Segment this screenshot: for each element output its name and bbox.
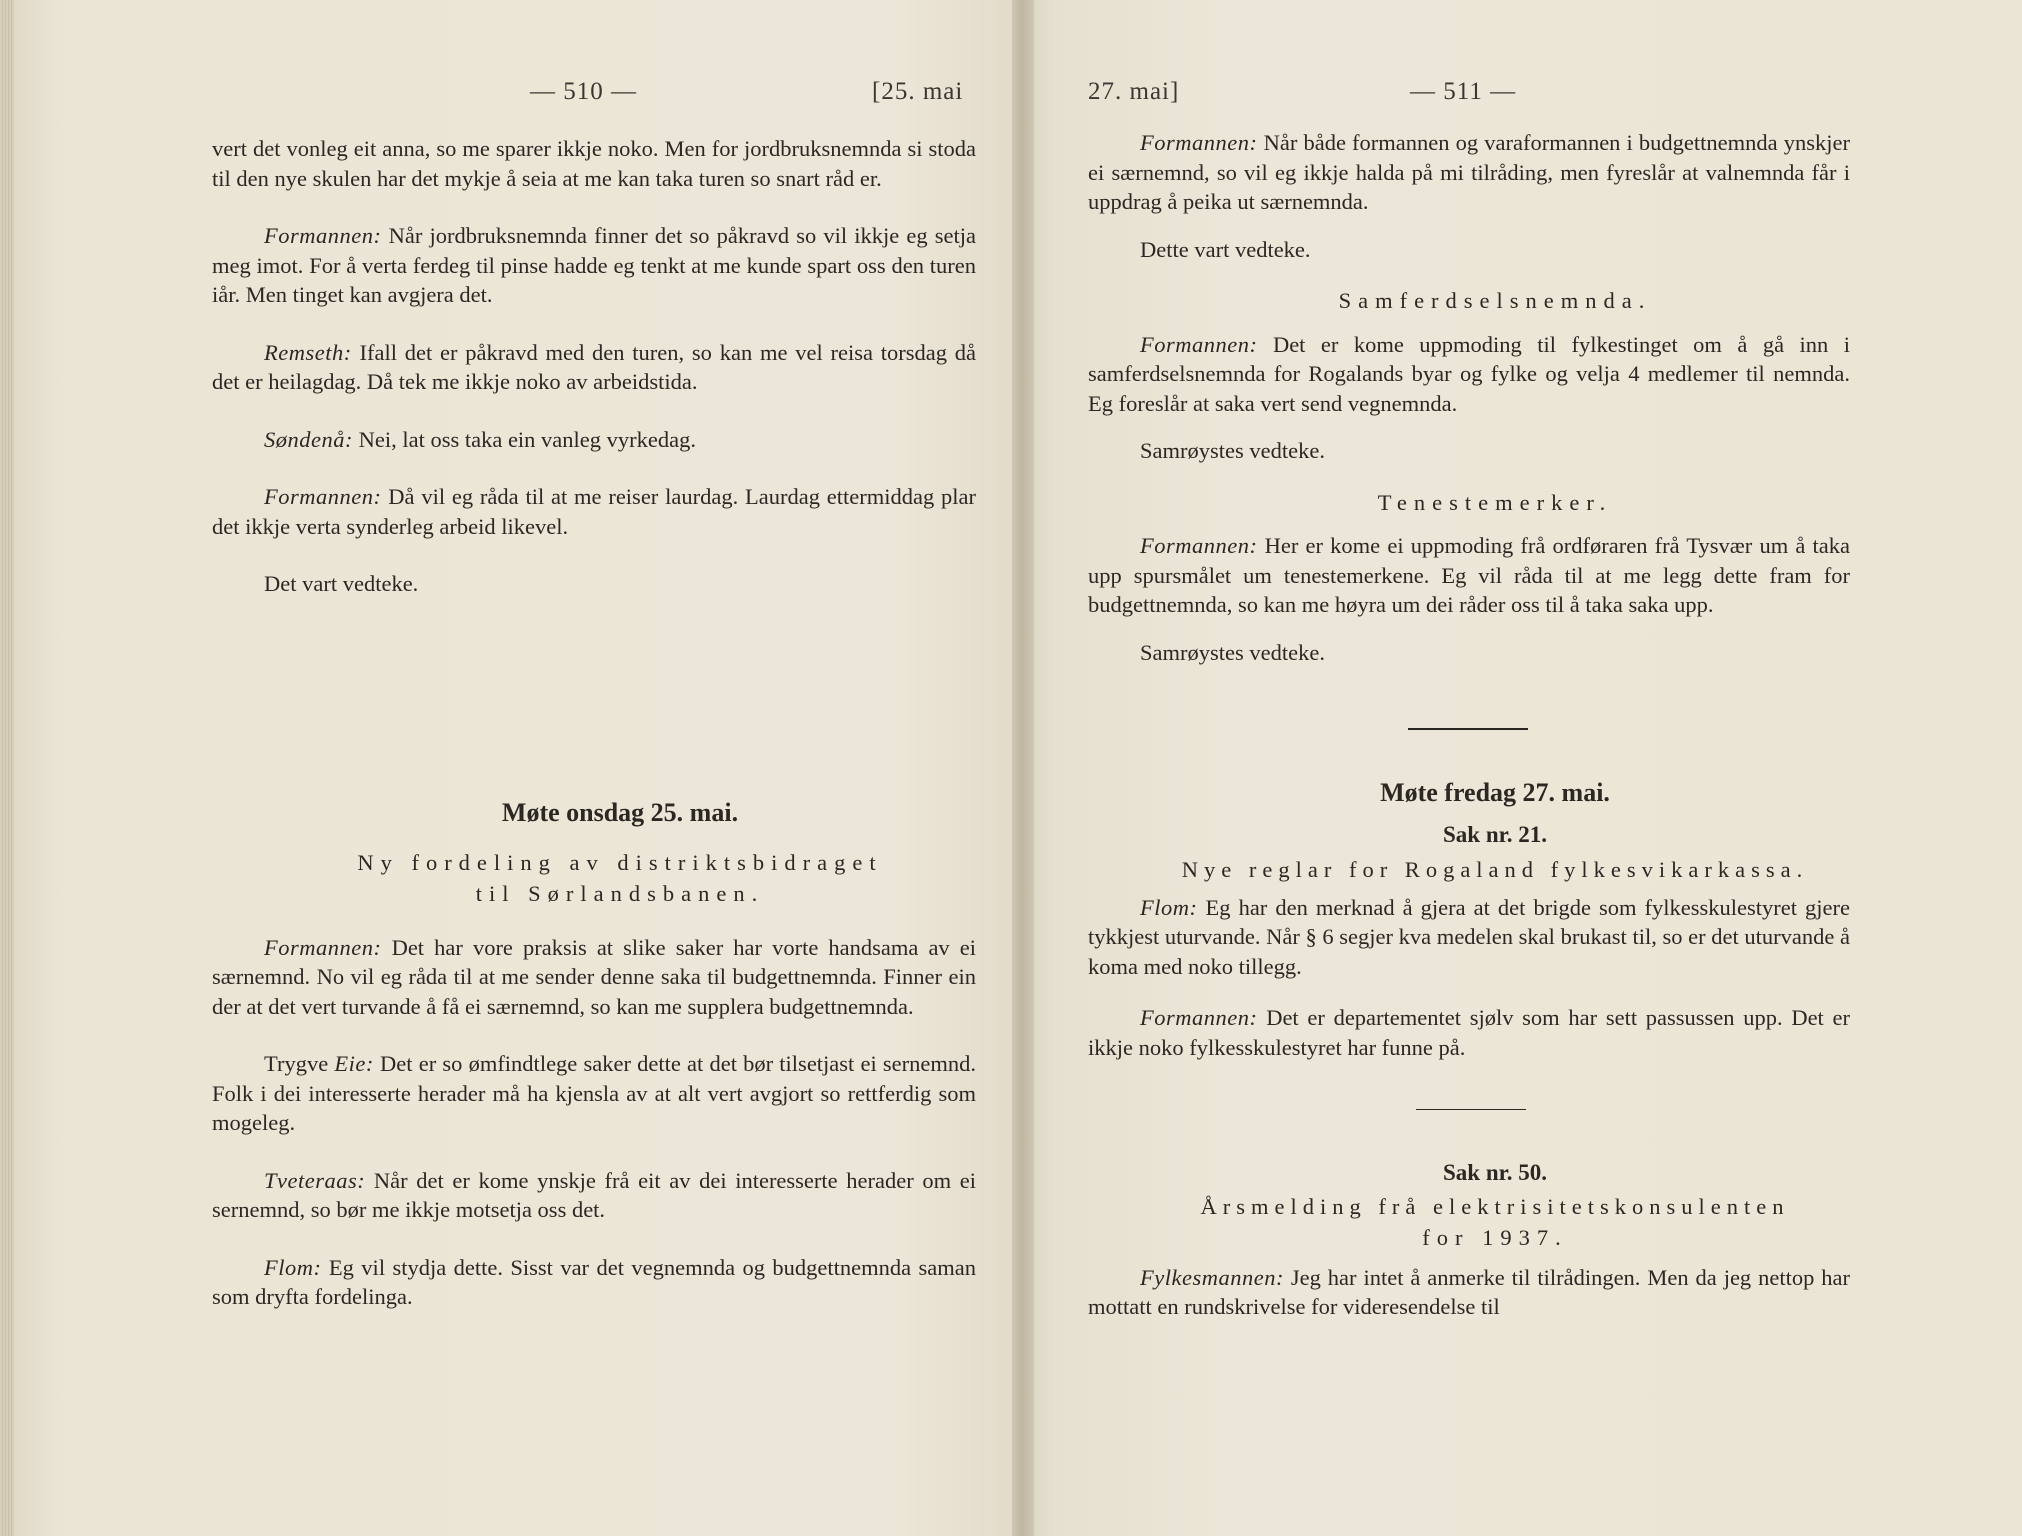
paragraph [212, 569, 976, 599]
paragraph [1088, 1263, 1850, 1322]
paragraph [212, 482, 976, 541]
paragraph-text: Samrøystes vedteke. [1140, 438, 1325, 463]
speaker-name: Søndenå: [264, 426, 353, 452]
section-heading: Tenestemerker. [1377, 489, 1613, 515]
speaker-name: Formannen: [1140, 1005, 1258, 1030]
paragraph [212, 338, 976, 397]
page-edges [0, 0, 14, 1536]
topic-line: Ny fordeling av distriktsbidraget [357, 849, 883, 875]
paragraph-text: Når både formannen og varaformannen i budgettnemnda ynskjer ei særnemnd, so vil eg ikkje halda på mi tilråding, men fyreslår at valnemnda får i uppdrag å peika ut særnemnda. [1088, 130, 1850, 214]
sak-heading: Sak nr. 50. [1443, 1160, 1547, 1185]
paragraph-text: Når jordbruksnemnda finner det so påkravd so vil ikkje eg setja meg imot. For å verta ferdeg til pinse hadde eg tenkt at me kunde spart oss den turen iår. Men tinget kan avgjera det. [212, 223, 976, 307]
right-column-upper [1088, 128, 1850, 667]
paragraph [1088, 638, 1850, 668]
speaker-name: Formannen: [1140, 533, 1258, 558]
paragraph [212, 933, 976, 1022]
paragraph-text: Jeg har intet å anmerke til tilrådingen. Men da jeg nettop har mottatt en rundskrivelse for videresendelse til [1088, 1264, 1850, 1319]
paragraph [212, 1166, 976, 1225]
paragraph [1088, 330, 1850, 419]
paragraph-text: Her er kome ei uppmoding frå ordføraren frå Tysvær um å taka upp spursmålet um tenestemerkene. Eg vil råda til at me legg dette fram for budgettnemnda, so kan me høyra um dei råder oss til å taka saka upp. [1088, 533, 1850, 617]
paragraph-text: Då vil eg råda til at me reiser laurdag. Laurdag ettermiddag plar det ikkje verta synderleg arbeid likevel. [212, 484, 976, 539]
paragraph-text: Det er departementet sjølv som har sett passussen upp. Det er ikkje noko fylkesskulestyret har funne på. [1088, 1005, 1850, 1060]
paragraph-text: Det vart vedteke. [264, 571, 419, 596]
paragraph [1088, 893, 1850, 982]
section-heading: Samferdselsnemnda. [1338, 288, 1652, 313]
paragraph-text: Dette vart vedteke. [1140, 236, 1311, 262]
right-column-lower [1088, 778, 1850, 1062]
paragraph [212, 134, 976, 193]
sak-title: Nye reglar for Rogaland fylkesvikarkassa. [1181, 857, 1809, 882]
right-page-number: — 511 — [1410, 78, 1517, 105]
book-gutter [1012, 0, 1034, 1536]
paragraph [1088, 1003, 1850, 1062]
paragraph-text: Det er so ømfindtlege saker dette at det bør tilsetjast ei sernemnd. Folk i dei interesserte herader må ha kjensla av at alt vert avgjort so rettferdig som mogeleg. [212, 1051, 977, 1135]
speaker-name: Fylkesmannen: [1140, 1264, 1284, 1290]
paragraph-text: Ifall det er påkravd med den turen, so kan me vel reisa torsdag då det er heilagdag. Då tek me ikkje noko av arbeidstida. [212, 339, 976, 394]
right-column-bottom [1088, 1158, 1850, 1322]
speaker-name: Flom: [264, 1254, 322, 1280]
paragraph-text: Det er kome uppmoding til fylkestinget om å gå inn i samferdselsnemnda for Rogalands byar og fylke og velja 4 medlemer til nemnda. Eg foreslår at saka vert send vegnemnda. [1088, 331, 1850, 416]
sak-title: Årsmelding frå elektrisitetskonsulenten [1200, 1193, 1790, 1219]
speaker-name: Formannen: [1140, 130, 1258, 155]
paragraph [1088, 128, 1850, 217]
paragraph [212, 425, 976, 455]
meeting-heading: Møte fredag 27. mai. [1380, 778, 1610, 807]
speaker-name: Flom: [1140, 894, 1198, 920]
paragraph-text: Eg har den merknad å gjera at det brigde som fylkesskulestyret gjere tykkjest uturvande. Når § 6 segjer kva medelen skal brukast til, so er det uturvande å koma med noko tillegg. [1088, 894, 1850, 979]
paragraph [1088, 235, 1850, 265]
meeting-heading: Møte onsdag 25. mai. [501, 798, 739, 827]
sak-title: for 1937. [1422, 1225, 1568, 1250]
right-header-date: 27. mai] [1088, 78, 1180, 105]
speaker-name: Remseth: [264, 339, 352, 365]
speaker-name: Formannen: [264, 223, 382, 248]
paragraph [212, 1253, 976, 1312]
speaker-name: Eie: [334, 1051, 374, 1076]
speaker-name: Formannen: [264, 934, 382, 960]
speaker-name: Formannen: [1140, 331, 1258, 357]
section-rule [1416, 1109, 1526, 1110]
sak-heading: Sak nr. 21. [1443, 821, 1547, 847]
paragraph [212, 221, 976, 310]
speaker-name: Formannen: [264, 484, 382, 509]
paragraph-text: Når det er kome ynskje frå eit av dei interesserte herader om ei sernemnd, so bør me ikkje motsetja oss det. [212, 1167, 976, 1222]
left-column-upper [212, 134, 976, 599]
left-page-number: — 510 — [530, 78, 637, 105]
paragraph-text: vert det vonleg eit anna, so me sparer ikkje noko. Men for jordbruksnemnda si stoda til den nye skulen har det mykje å seia at me kan taka turen so snart råd er. [212, 136, 976, 191]
left-header-date: [25. mai [872, 78, 964, 105]
paragraph [212, 1049, 976, 1138]
left-column-lower [212, 798, 976, 1312]
topic-line: til Sørlandsbanen. [475, 881, 765, 906]
speaker-name: Tveteraas: [264, 1167, 366, 1193]
paragraph-text: Nei, lat oss taka ein vanleg vyrkedag. [352, 426, 696, 452]
paragraph-text: Det har vore praksis at slike saker har vorte handsama av ei særnemnd. No vil eg råda til at me sender denne saka til budgettnemnda. Finner ein der at det vert turvande å få ei særnemnd, so kan me supplera budgettnemnda. [212, 934, 976, 1019]
section-rule [1408, 728, 1528, 730]
paragraph-text: Eg vil stydja dette. Sisst var det vegnemnda og budgettnemnda saman som dryfta fordelinga. [212, 1254, 976, 1309]
paragraph [1088, 531, 1850, 620]
paragraph [1088, 436, 1850, 466]
speaker-prefix: Trygve [264, 1051, 335, 1076]
paragraph-text: Samrøystes vedteke. [1140, 639, 1325, 665]
